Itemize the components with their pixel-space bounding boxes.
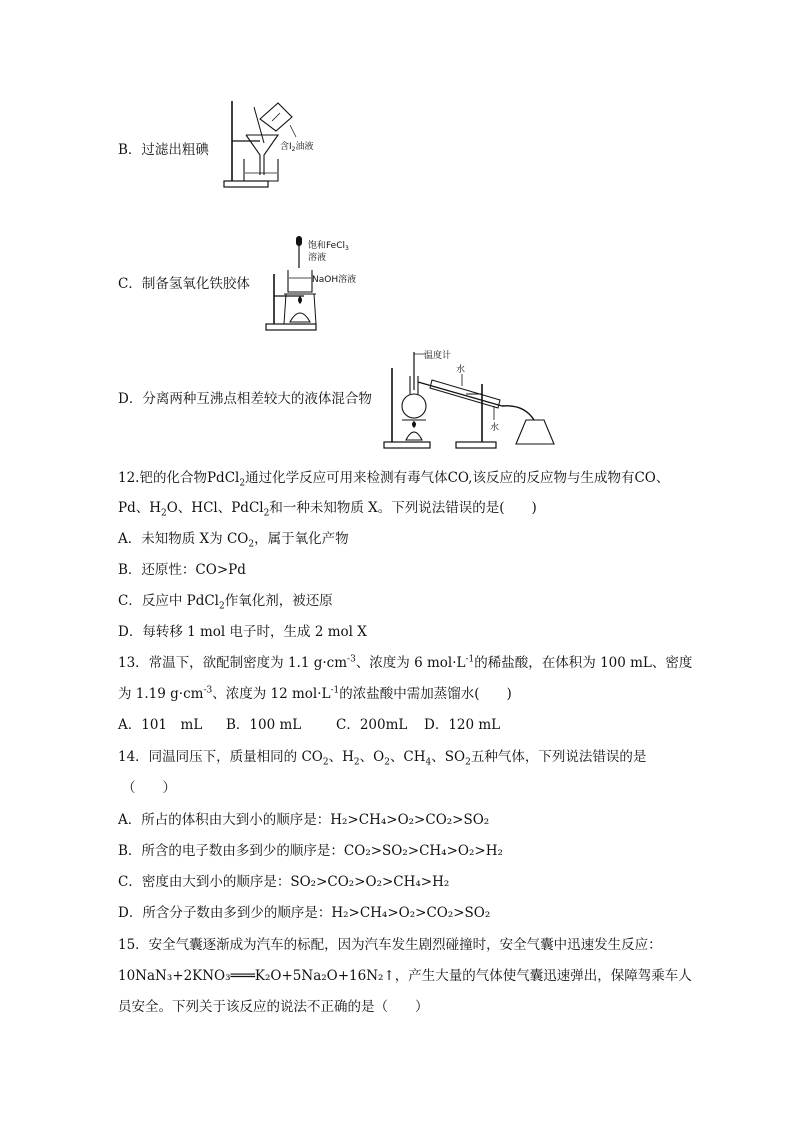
- q14-option-b: B．所含的电子数由多到少的顺序是：CO₂>SO₂>CH₄>O₂>H₂: [118, 843, 503, 859]
- q13-option-c: C．200mL: [336, 717, 408, 733]
- q12-option-b: B．还原性：CO>Pd: [118, 562, 246, 578]
- q12-option-c: C．反应中 PdCl$_2$作氧化剂，被还原: [118, 593, 333, 612]
- q14-option-d: D．所含分子数由多到少的顺序是：H₂>CH₄>O₂>CO₂>SO₂: [118, 905, 491, 921]
- q13-option-b: B．100 mL: [226, 717, 302, 733]
- dropper-caption-line2: 溶液: [308, 253, 327, 263]
- filtration-apparatus-figure: [220, 97, 330, 192]
- q13-option-a: A．101 mL: [118, 717, 203, 733]
- q14-option-c: C．密度由大到小的顺序是：SO₂>CO₂>O₂>CH₄>H₂: [118, 874, 450, 890]
- q15-equation: 10NaN₃+2KNO₃═══K₂O+5Na₂O+16N₂↑: [118, 968, 395, 984]
- option-d-label: D．分离两种互沸点相差较大的液体混合物: [118, 391, 372, 407]
- q15-stem-line2: 10NaN₃+2KNO₃═══K₂O+5Na₂O+16N₂↑，产生大量的气体使气囊迅速弹出，保障驾乘车人: [118, 968, 692, 984]
- q12-stem-line1: 12.钯的化合物PdCl$_2$通过化学反应可用来检测有毒气体CO,该反应的反应物与生成物有CO、: [118, 470, 670, 489]
- colloid-apparatus-figure: [262, 234, 372, 334]
- q15-stem-line1: 15．安全气囊逐渐成为汽车的标配，因为汽车发生剧烈碰撞时，安全气囊中迅速发生反应：: [118, 937, 662, 953]
- q12-option-a: A．未知物质 X为 $CO_2$，属于氧化产物: [118, 531, 349, 550]
- q12-option-d: D．每转移 1 mol 电子时，生成 2 mol X: [118, 624, 367, 640]
- q12-stem-line2: Pd、$H_2O$、HCl、PdCl$_2$和一种未知物质 X。下列说法错误的是( ): [118, 500, 537, 519]
- q14-answer-blank: （ ）: [122, 780, 176, 796]
- option-b-label: B．过滤出粗碘: [118, 142, 209, 158]
- q13-stem-line2: 为 1.19 $g\cdot cm^{-3}$、浓度为 12 $mol\cdot L^{-1}$的浓盐酸中需加蒸馏水( ): [118, 685, 512, 702]
- dropper-caption: 饱和FeCl$_3$: [308, 241, 349, 252]
- q15-stem-line3: 员安全。下列关于该反应的说法不正确的是（ ）: [118, 999, 429, 1015]
- q13-option-d: D．120 mL: [424, 717, 501, 733]
- distillation-apparatus-figure: [382, 344, 572, 450]
- naoh-caption: NaOH溶液: [312, 275, 357, 285]
- water-out-caption: 水: [490, 423, 500, 433]
- q14-stem-line1: 14．同温同压下，质量相同的 $CO_2$、$H_2$、$O_2$、$CH_4$、$SO_2$五种气体，下列说法错误的是: [118, 749, 647, 768]
- option-c-label: C．制备氢氧化铁胶体: [118, 276, 250, 292]
- water-in-caption: 水: [456, 365, 466, 375]
- thermometer-caption: 温度计: [424, 351, 452, 361]
- q13-stem-line1: 13．常温下，欲配制密度为 1.1 $g\cdot cm^{-3}$、浓度为 6 $mol\cdot L^{-1}$的稀盐酸，在体积为 100 mL、密度: [118, 654, 693, 671]
- q13-options: [118, 717, 500, 733]
- q14-option-a: A．所占的体积由大到小的顺序是：H₂>CH₄>O₂>CO₂>SO₂: [118, 812, 490, 828]
- filtration-caption: 含$I_2$油液: [280, 142, 314, 153]
